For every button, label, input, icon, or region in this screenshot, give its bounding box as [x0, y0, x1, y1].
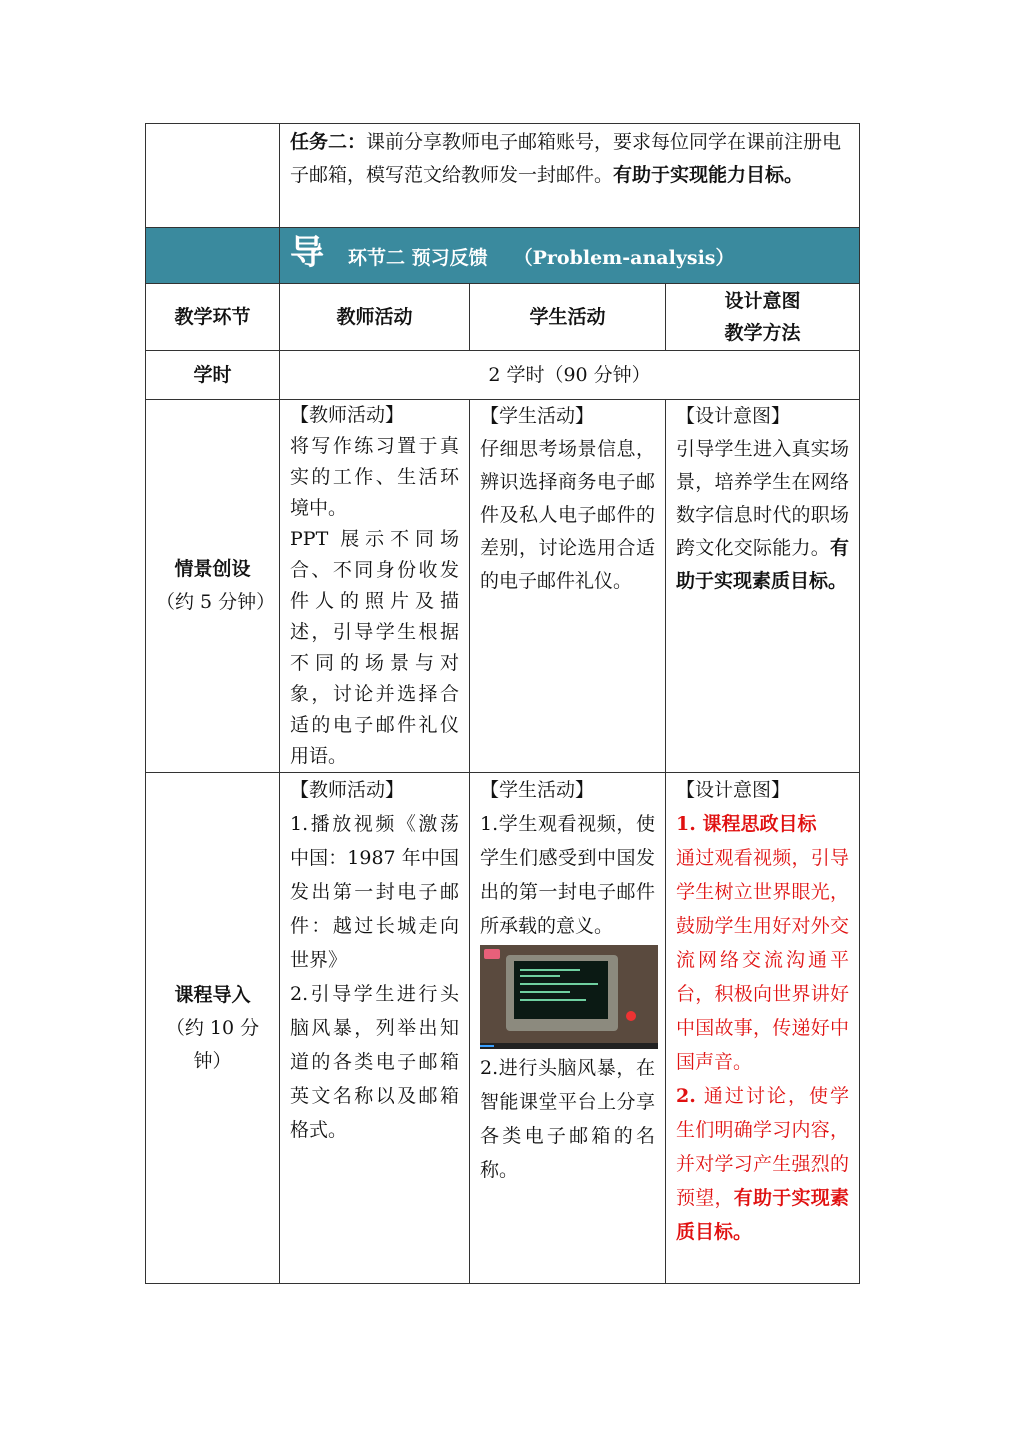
section-big-char: 导 — [290, 232, 324, 273]
section-bar — [280, 228, 860, 284]
section-bar-row — [146, 228, 860, 284]
scenario-duration: （约 5 分钟） — [156, 591, 276, 613]
scenario-teacher-p1: 将写作练习置于真实的工作、生活环境中。 — [290, 435, 459, 519]
intro-design-title: 【设计意图】 — [676, 779, 791, 801]
intro-teacher-p2: 2.引导学生进行头脑风暴，列举出知道的各类电子邮箱英文名称以及邮箱格式。 — [290, 983, 459, 1141]
section-name: 环节二 预习反馈 — [348, 246, 488, 269]
header-stage: 教学环节 — [146, 284, 280, 351]
intro-student-p1: 1.学生观看视频，使学生们感受到中国发出的第一封电子邮件所承载的意义。 — [480, 813, 655, 937]
section-bar-left — [146, 228, 280, 284]
hours-value: 2 学时（90 分钟） — [280, 351, 860, 400]
header-teacher: 教师活动 — [280, 284, 470, 351]
intro-stage: 课程导入 — [174, 983, 251, 1006]
scenario-row — [146, 400, 860, 773]
lesson-plan-table — [145, 123, 860, 1284]
intro-design-h2: 2. — [676, 1085, 696, 1107]
scenario-teacher-cell — [280, 400, 470, 773]
scenario-teacher-p2: PPT 展示不同场合、不同身份收发件人的照片及描述，引导学生根据不同的场景与对象，讨论并选择合适的电子邮件礼仪用语。 — [290, 528, 459, 767]
header-row — [146, 284, 860, 351]
section-english: （Problem-analysis） — [513, 246, 735, 269]
scenario-design-p1: 引导学生进入真实场景，培养学生在网络数字信息时代的职场跨文化交际能力。 — [676, 438, 850, 559]
intro-design-cell — [666, 773, 860, 1284]
task2-cell — [280, 124, 860, 228]
intro-stage-cell — [146, 773, 280, 1284]
intro-teacher-title: 【教师活动】 — [290, 779, 405, 801]
terminal-screen — [514, 961, 608, 1019]
intro-design-p2: 通过讨论，使学生们明确学习内容，并对学习产生强烈的预望， — [676, 1085, 850, 1209]
scenario-design-title: 【设计意图】 — [676, 405, 791, 427]
header-student: 学生活动 — [470, 284, 666, 351]
scenario-student-title: 【学生活动】 — [480, 405, 595, 427]
header-design-line1: 设计意图 — [724, 290, 801, 312]
scenario-design-cell — [666, 400, 860, 773]
task2-empty-cell — [146, 124, 280, 228]
video-screenshot[interactable] — [480, 945, 658, 1049]
task2-row — [146, 124, 860, 228]
scenario-teacher-title: 【教师活动】 — [290, 404, 405, 426]
intro-teacher-cell — [280, 773, 470, 1284]
scenario-student-p1: 仔细思考场景信息，辨识选择商务电子邮件及私人电子邮件的差别，讨论选用合适的电子邮件礼仪。 — [480, 438, 655, 592]
intro-teacher-p1: 1.播放视频《激荡中国：1987 年中国发出第一封电子邮件：越过长城走向世界》 — [290, 813, 459, 971]
scenario-design-goal: 有助于实现素质目标。 — [676, 537, 850, 592]
red-marker-icon — [626, 1011, 636, 1021]
intro-duration: （约 10 分钟） — [165, 1016, 260, 1072]
task2-text: 课前分享教师电子邮箱账号，要求每位同学在课前注册电子邮箱，模写范文给教师发一封邮件。 — [290, 131, 842, 186]
video-progress-bar[interactable] — [480, 1043, 658, 1049]
intro-student-title: 【学生活动】 — [480, 779, 595, 801]
hours-label: 学时 — [146, 351, 280, 400]
video-logo-icon — [484, 949, 500, 959]
intro-student-cell — [470, 773, 666, 1284]
intro-student-p2: 2.进行头脑风暴，在智能课堂平台上分享各类电子邮箱的名称。 — [480, 1057, 655, 1181]
scenario-stage-cell — [146, 400, 280, 773]
intro-design-goal: 有助于实现素质目标。 — [676, 1187, 850, 1243]
intro-design-h1: 1. 课程思政目标 — [676, 813, 817, 835]
scenario-stage: 情景创设 — [174, 558, 251, 580]
task2-goal: 有助于实现能力目标。 — [613, 164, 804, 186]
header-design-line2: 教学方法 — [724, 322, 801, 344]
hours-row — [146, 351, 860, 400]
header-design — [666, 284, 860, 351]
intro-design-p1: 通过观看视频，引导学生树立世界眼光，鼓励学生用好对外交流网络交流沟通平台，积极向世界讲好中国故事，传递好中国声音。 — [676, 847, 850, 1073]
task2-label: 任务二： — [290, 131, 367, 153]
scenario-student-cell — [470, 400, 666, 773]
intro-row — [146, 773, 860, 1284]
